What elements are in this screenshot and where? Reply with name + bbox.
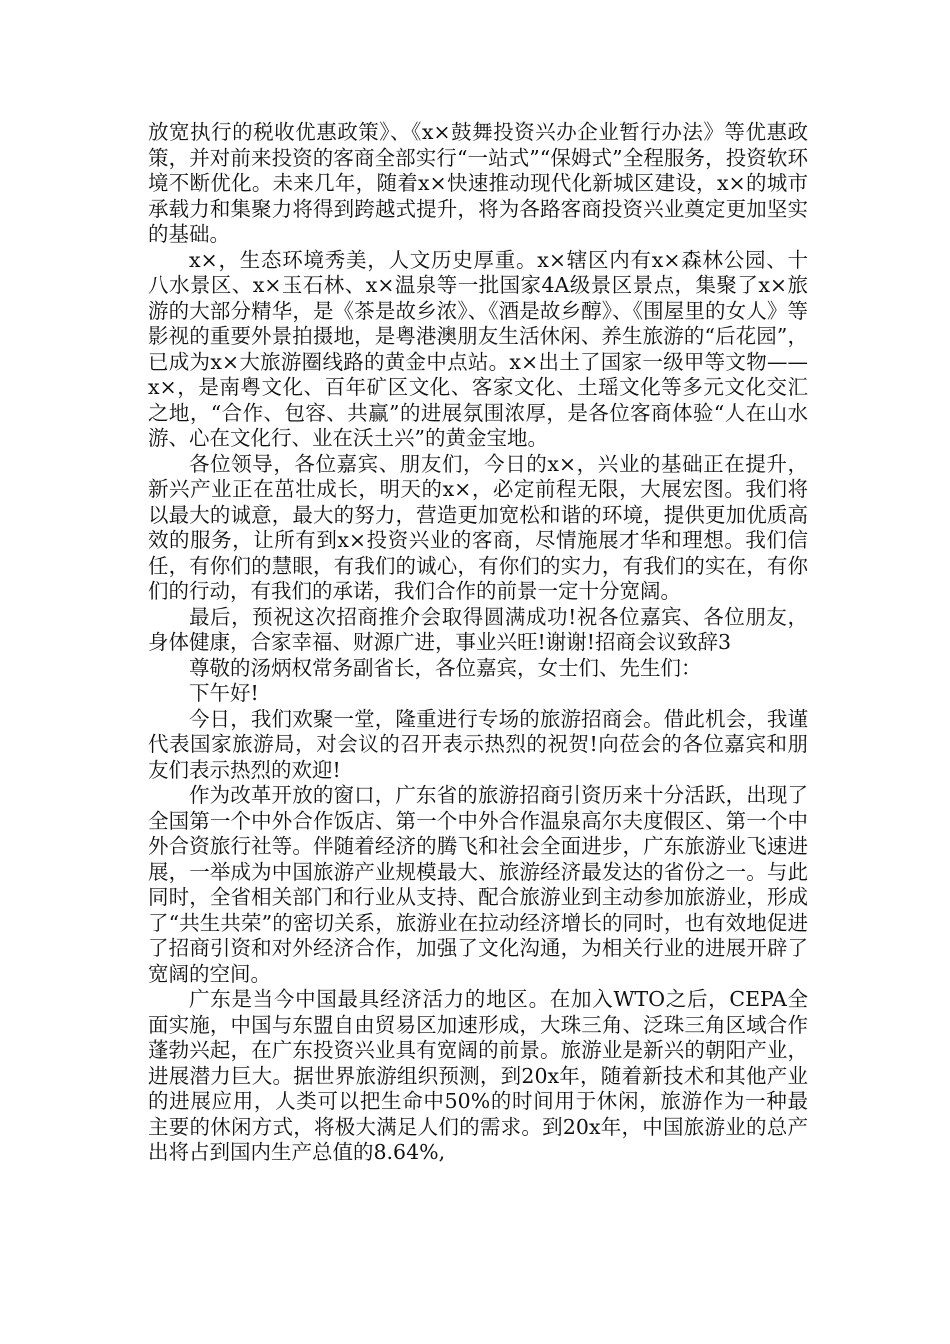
paragraph-salutation: 尊敬的汤炳权常务副省长，各位嘉宾，女士们、先生们： [189,655,702,680]
paragraph-tax-policy: 放宽执行的税收优惠政策》、《x×鼓舞投资兴办企业暂行办法》等优惠政策，并对前来投资的客商全部实行“一站式”“保姆式”全程服务，投资软环境不断优化。未来几年，随着x×快速推动现代化新城区建设，x×的城市承载力和集聚力将得到跨越式提升，将为各路客商投资兴业奠定更加坚实的基础。 [148,120,808,246]
document-page [148,120,808,1166]
paragraph-closing: 最后，预祝这次招商推介会取得圆满成功!祝各位嘉宾、各位朋友，身体健康，合家幸福、财源广进，事业兴旺!谢谢!招商会议致辞3 [148,604,808,654]
paragraph-gathering: 今日，我们欢聚一堂，隆重进行专场的旅游招商会。借此机会，我谨代表国家旅游局，对会议的召开表示热烈的祝贺!向莅会的各位嘉宾和朋友们表示热烈的欢迎! [148,706,808,782]
paragraph-ecology: x×，生态环境秀美，人文历史厚重。x×辖区内有x×森林公园、十八水景区、x×玉石林、x×温泉等一批国家4A级景区景点，集聚了x×旅游的大部分精华，是《茶是故乡浓》、《酒是故乡醇》、《围屋里的女人》等影视的重要外景拍摄地，是粤港澳朋友生活休闲、养生旅游的“后花园”，已成为x×大旅游圈线路的黄金中点站。x×出土了国家一级甲等文物——x×，是南粤文化、百年矿区文化、客家文化、土瑶文化等多元文化交汇之地，“合作、包容、共赢”的进展氛围浓厚，是各位客商体验“人在山水游、心在文化行、业在沃土兴”的黄金宝地。 [148,247,808,450]
paragraph-leaders: 各位领导，各位嘉宾、朋友们，今日的x×，兴业的基础正在提升，新兴产业正在茁壮成长，明天的x×，必定前程无限，大展宏图。我们将以最大的诚意，最大的努力，营造更加宽松和谐的环境，提供更加优质高效的服务，让所有到x×投资兴业的客商，尽情施展才华和理想。我们信任，有你们的慧眼，有我们的诚心，有你们的实力，有我们的实在，有你们的行动，有我们的承诺，我们合作的前景一定十分宽阔。 [148,451,808,603]
paragraph-greeting: 下午好! [189,681,259,705]
paragraph-guangdong-reform: 作为改革开放的窗口，广东省的旅游招商引资历来十分活跃，出现了全国第一个中外合作饭店、第一个中外合作温泉高尔夫度假区、第一个中外合资旅行社等。伴随着经济的腾飞和社会全面进步，广东旅游业飞速进展，一举成为中国旅游产业规模最大、旅游经济最发达的省份之一。与此同时，全省相关部门和行业从支持、配合旅游业到主动参加旅游业，形成了“共生共荣”的密切关系，旅游业在拉动经济增长的同时，也有效地促进了招商引资和对外经济合作，加强了文化沟通，为相关行业的进展开辟了宽阔的空间。 [148,783,808,986]
paragraph-guangdong-economy: 广东是当今中国最具经济活力的地区。在加入WTO之后，CEPA全面实施，中国与东盟自由贸易区加速形成，大珠三角、泛珠三角区域合作蓬勃兴起，在广东投资兴业具有宽阔的前景。旅游业是新兴的朝阳产业，进展潜力巨大。据世界旅游组织预测，到20x年，随着新技术和其他产业的进展应用，人类可以把生命中50%的时间用于休闲，旅游作为一种最主要的休闲方式，将极大满足人们的需求。到20x年，中国旅游业的总产出将占到国内生产总值的8.64%, [148,987,808,1164]
